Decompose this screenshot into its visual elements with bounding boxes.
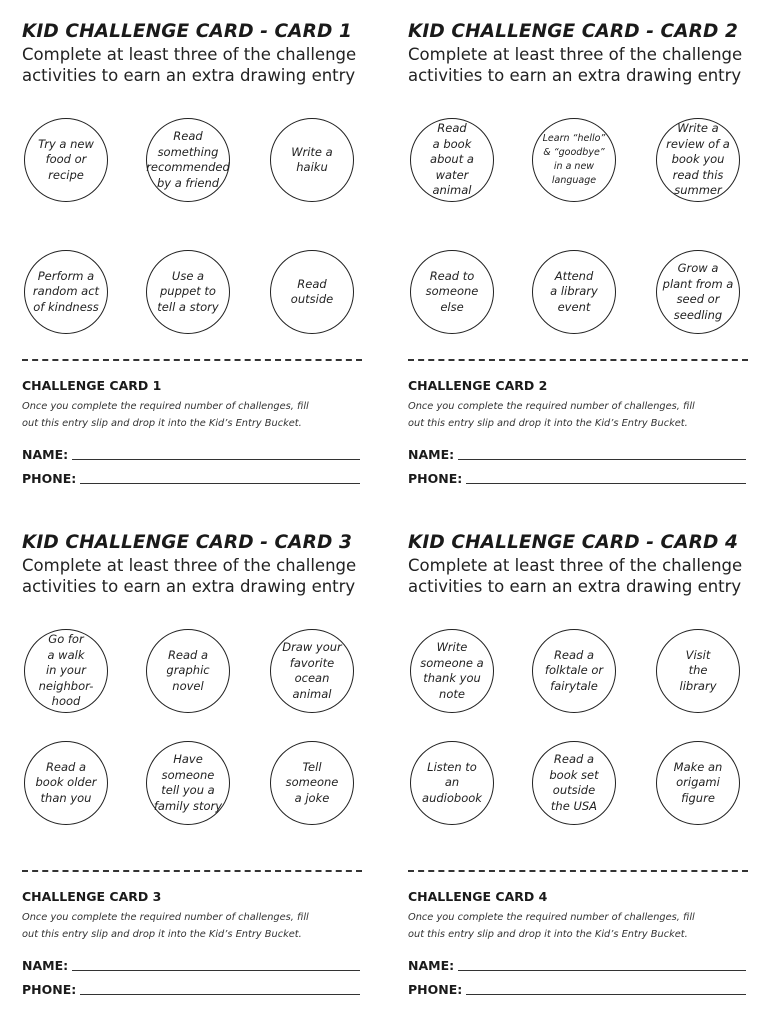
challenge-circle (656, 629, 740, 713)
name-line[interactable] (72, 970, 360, 971)
phone-label: PHONE: (408, 471, 463, 486)
name-label: NAME: (408, 958, 455, 973)
challenge-circle (410, 629, 494, 713)
name-line[interactable] (458, 970, 746, 971)
phone-field[interactable] (22, 979, 360, 997)
name-label: NAME: (408, 447, 455, 462)
challenge-card-3 (22, 531, 367, 1031)
challenge-text: Read a folktale or fairytale (544, 647, 604, 693)
card-subtitle (22, 555, 367, 597)
challenge-text: Learn “hello” & “goodbye” in a new language (542, 133, 606, 186)
challenge-circle (410, 118, 494, 202)
cut-line (22, 359, 362, 361)
subtitle-line-1: Complete at least three of the challenge (22, 45, 357, 64)
challenge-circle (24, 629, 108, 713)
slip-text-line-1: Once you complete the required number of challenges, fill (408, 912, 695, 923)
subtitle-line-1: Complete at least three of the challenge (408, 45, 743, 64)
cut-line (408, 870, 748, 872)
card-title: KID CHALLENGE CARD - CARD 4 (408, 532, 738, 553)
slip-title: CHALLENGE CARD 2 (408, 378, 548, 393)
challenge-text: Have someone tell you a family story (153, 752, 223, 813)
challenge-text: Attend a library event (550, 268, 598, 314)
subtitle-line-2: activities to earn an extra drawing entry (22, 66, 356, 85)
name-field[interactable] (408, 955, 746, 973)
card-subtitle (408, 555, 753, 597)
slip-text-line-2: out this entry slip and drop it into the Kid’s Entry Bucket. (408, 418, 688, 429)
subtitle-line-2: activities to earn an extra drawing entry (22, 577, 356, 596)
challenge-text: Use a puppet to tell a story (157, 268, 219, 314)
name-field[interactable] (408, 444, 746, 462)
challenge-text: Perform a random act of kindness (32, 268, 100, 314)
challenge-circle (410, 741, 494, 825)
challenge-card-2 (408, 20, 753, 520)
challenge-circle (656, 741, 740, 825)
challenge-text: Tell someone a joke (285, 759, 339, 805)
slip-text-line-1: Once you complete the required number of challenges, fill (408, 401, 695, 412)
challenge-text: Listen to an audiobook (422, 759, 482, 805)
challenge-text: Read outside (290, 276, 334, 306)
challenge-text: Write a haiku (291, 144, 333, 174)
challenge-text: Try a new food or recipe (38, 136, 94, 182)
subtitle-line-2: activities to earn an extra drawing entry (408, 66, 742, 85)
challenge-circle (146, 250, 230, 334)
slip-text-line-1: Once you complete the required number of challenges, fill (22, 401, 309, 412)
slip-instructions (408, 909, 753, 943)
name-field[interactable] (22, 444, 360, 462)
card-title: KID CHALLENGE CARD - CARD 2 (408, 21, 738, 42)
challenge-circle (270, 741, 354, 825)
phone-line[interactable] (80, 483, 360, 484)
slip-text-line-1: Once you complete the required number of challenges, fill (22, 912, 309, 923)
challenge-circle (146, 629, 230, 713)
slip-text-line-2: out this entry slip and drop it into the Kid’s Entry Bucket. (22, 929, 302, 940)
phone-field[interactable] (408, 468, 746, 486)
challenge-text: Read a book about a water animal (430, 121, 474, 198)
challenge-text: Read something recommended by a friend (146, 129, 230, 190)
phone-label: PHONE: (22, 471, 77, 486)
challenge-circle (24, 250, 108, 334)
name-field[interactable] (22, 955, 360, 973)
card-subtitle (22, 44, 367, 86)
cut-line (408, 359, 748, 361)
challenge-circle (656, 250, 740, 334)
challenge-circle (532, 250, 616, 334)
phone-line[interactable] (466, 483, 746, 484)
name-line[interactable] (72, 459, 360, 460)
challenge-circle (24, 118, 108, 202)
challenge-circle (532, 118, 616, 202)
challenge-text: Visit the library (679, 647, 717, 693)
name-label: NAME: (22, 447, 69, 462)
cut-line (22, 870, 362, 872)
slip-title: CHALLENGE CARD 3 (22, 889, 162, 904)
slip-instructions (22, 398, 367, 432)
subtitle-line-2: activities to earn an extra drawing entry (408, 577, 742, 596)
challenge-text: Write a review of a book you read this summer (666, 121, 730, 198)
card-subtitle (408, 44, 753, 86)
phone-field[interactable] (22, 468, 360, 486)
challenge-circle (270, 118, 354, 202)
challenge-circle (532, 741, 616, 825)
challenge-text: Write someone a thank you note (420, 640, 484, 701)
challenge-text: Grow a plant from a seed or seedling (662, 261, 734, 322)
slip-instructions (22, 909, 367, 943)
phone-label: PHONE: (408, 982, 463, 997)
challenge-text: Read a book older than you (35, 759, 97, 805)
challenge-circle (410, 250, 494, 334)
phone-field[interactable] (408, 979, 746, 997)
name-label: NAME: (22, 958, 69, 973)
slip-text-line-2: out this entry slip and drop it into the Kid’s Entry Bucket. (408, 929, 688, 940)
challenge-text: Go for a walk in your neighbor- hood (38, 632, 94, 709)
phone-line[interactable] (466, 994, 746, 995)
slip-title: CHALLENGE CARD 1 (22, 378, 162, 393)
challenge-circle (24, 741, 108, 825)
challenge-text: Read a book set outside the USA (549, 752, 599, 813)
slip-instructions (408, 398, 753, 432)
challenge-text: Read a graphic novel (166, 647, 210, 693)
card-title: KID CHALLENGE CARD - CARD 1 (22, 21, 352, 42)
challenge-text: Make an origami figure (673, 759, 723, 805)
phone-label: PHONE: (22, 982, 77, 997)
phone-line[interactable] (80, 994, 360, 995)
challenge-circle (532, 629, 616, 713)
challenge-card-4 (408, 531, 753, 1031)
challenge-circle (656, 118, 740, 202)
subtitle-line-1: Complete at least three of the challenge (408, 556, 743, 575)
card-title: KID CHALLENGE CARD - CARD 3 (22, 532, 352, 553)
challenge-card-1 (22, 20, 367, 520)
subtitle-line-1: Complete at least three of the challenge (22, 556, 357, 575)
challenge-circle (270, 629, 354, 713)
slip-text-line-2: out this entry slip and drop it into the Kid’s Entry Bucket. (22, 418, 302, 429)
challenge-text: Read to someone else (425, 268, 479, 314)
challenge-text: Draw your favorite ocean animal (282, 640, 342, 701)
challenge-circle (270, 250, 354, 334)
slip-title: CHALLENGE CARD 4 (408, 889, 548, 904)
challenge-circle (146, 741, 230, 825)
name-line[interactable] (458, 459, 746, 460)
challenge-circle (146, 118, 230, 202)
